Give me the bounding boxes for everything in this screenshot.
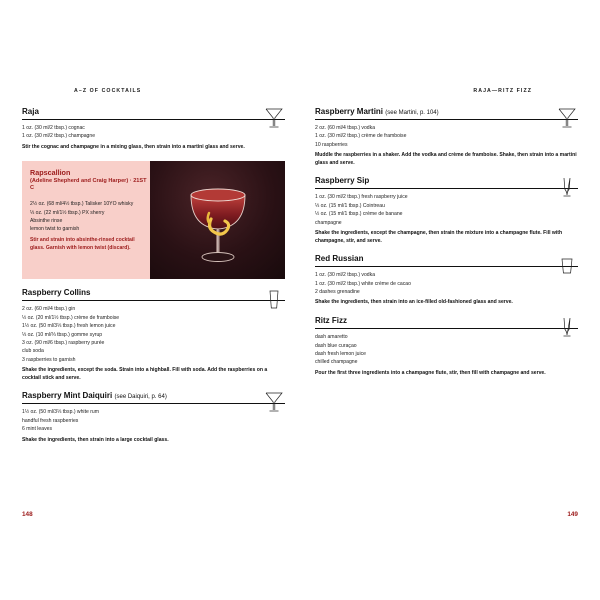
ingredient: 1 oz. (30 ml/2 tbsp.) crème de framboise xyxy=(315,133,407,140)
ingredient-list xyxy=(315,124,578,149)
ingredient: ⅓ oz. (15 ml/1 tbsp.) Cointreau xyxy=(315,202,385,209)
method-text: Pour the first three ingredients into a champagne flute, stir, then fill with champagne and serve. xyxy=(315,369,546,376)
martini-glass-icon xyxy=(556,105,578,131)
feature-method-text: Stir and strain into absinthe-rinsed cocktail glass. Garnish with lemon twist (discard). xyxy=(30,237,135,251)
ingredient-list xyxy=(22,124,285,141)
martini-glass-icon xyxy=(263,105,285,131)
ingredient-list xyxy=(315,271,578,296)
running-head-right: RAJA—RITZ FIZZ xyxy=(473,88,532,94)
ingredient: 2 oz. (60 ml/4 tbsp.) vodka xyxy=(315,125,376,131)
method-text: Shake the ingredients, except the champagne, then strain the mixture into a champagne flute. Fill with champagne, stir, and serve. xyxy=(315,230,563,244)
ingredient: ½ oz. (15 ml/1 tbsp.) crème de banane xyxy=(315,211,403,218)
method-text: Stir the cognac and champagne in a mixing glass, then strain into a martini glass and serve. xyxy=(22,143,245,150)
ingredient: chilled champagne xyxy=(315,359,358,366)
page-number-left: 148 xyxy=(22,511,33,518)
recipe-name: Red Russian xyxy=(315,254,364,264)
recipe-title xyxy=(22,391,285,404)
ingredient: 3 raspberries to garnish xyxy=(22,356,76,363)
ingredient: dash amaretto xyxy=(315,334,348,341)
ingredient: dash fresh lemon juice xyxy=(315,350,366,357)
left-page xyxy=(22,88,285,508)
ingredient: club soda xyxy=(22,348,44,355)
recipe-title xyxy=(315,316,578,329)
method-text: Shake the ingredients, except the soda. Strain into a highball. Fill with soda. Add the raspberries on a cocktail stick and serve. xyxy=(22,367,268,381)
recipe-raja xyxy=(22,107,285,151)
page-number-right: 149 xyxy=(567,511,578,518)
ingredient: 10 raspberries xyxy=(315,141,348,148)
ingredient: 2 oz. (60 ml/4 tbsp.) gin xyxy=(22,306,76,313)
recipe-name: Ritz Fizz xyxy=(315,316,347,326)
ingredient: ⅓ oz. (10 ml/⅔ tbsp.) gomme syrup xyxy=(22,331,103,338)
ingredient: champagne xyxy=(315,219,342,226)
recipe-title xyxy=(315,176,578,189)
recipe-cross-reference[interactable]: (see Martini, p. 104) xyxy=(385,110,439,116)
feature-subtitle: (Adeline Shepherd and Craig Harper) · 21ST C xyxy=(30,177,147,192)
method-text: Shake the ingredients, then strain into a large cocktail glass. xyxy=(22,436,169,443)
feature-name: Rapscallion xyxy=(30,168,71,178)
ingredient: 6 mint leaves xyxy=(22,426,53,433)
ingredient: 1½ oz. (50 ml/3⅓ tbsp.) fresh lemon juice xyxy=(22,323,116,330)
recipe-raspberry-martini xyxy=(315,107,578,167)
recipe-name: Raja xyxy=(22,107,39,116)
cocktail-glass-illustration xyxy=(175,175,261,275)
ingredient: 1 oz. (30 ml/2 tbsp.) fresh raspberry juice xyxy=(315,194,408,201)
ingredient: ½ oz. (20 ml/1½ tbsp.) crème de framboise xyxy=(22,314,120,321)
recipe-name: Raspberry Sip xyxy=(315,176,370,186)
ingredient: 1 oz. (30 ml/2 tbsp.) champagne xyxy=(22,133,96,140)
recipe-title xyxy=(22,288,285,301)
recipe-ritz-fizz xyxy=(315,316,578,377)
feature-title xyxy=(30,168,150,192)
ingredient: 2 dashes grenadine xyxy=(315,289,360,296)
martini-glass-icon xyxy=(263,389,285,415)
ingredient: 1 oz. (30 ml/2 tbsp.) vodka xyxy=(315,272,376,279)
recipe-name: Raspberry Collins xyxy=(22,288,91,298)
recipe-cross-reference[interactable]: (see Daiquiri, p. 64) xyxy=(114,394,167,401)
running-head-left: A–Z OF COCKTAILS xyxy=(74,88,142,94)
recipe-title xyxy=(315,107,578,120)
recipe-raspberry-collins xyxy=(22,288,285,382)
ingredient: 1½ oz. (50 ml/3⅓ tbsp.) white rum xyxy=(22,409,100,416)
ingredient: 1 oz. (30 ml/2 tbsp.) cognac xyxy=(22,125,85,131)
ingredient: ⅓ oz. (22 ml/1½ tbsp.) PX sherry xyxy=(30,209,105,216)
right-page xyxy=(315,88,578,508)
cocktail-photo xyxy=(150,161,285,279)
ingredient-list xyxy=(22,305,285,364)
ingredient: dash blue curaçao xyxy=(315,342,357,349)
method-text: Shake the ingredients, then strain into an ice-filled old-fashioned glass and serve. xyxy=(315,299,513,306)
ingredient: handful fresh raspberries xyxy=(22,417,79,424)
feature-ingredient-list xyxy=(30,200,146,233)
ingredient: lemon twist to garnish xyxy=(30,226,80,233)
ingredient-list xyxy=(315,333,578,367)
old-fashioned-glass-icon xyxy=(556,252,578,278)
ingredient: 3 oz. (90 ml/6 tbsp.) raspberry purée xyxy=(22,339,105,346)
recipe-title xyxy=(315,254,578,267)
recipe-title xyxy=(22,107,285,120)
ingredient-list xyxy=(22,408,285,433)
recipe-name: Raspberry Mint Daiquiri xyxy=(22,391,113,401)
ingredient: Absinthe rinse xyxy=(30,217,63,224)
recipe-red-russian xyxy=(315,254,578,307)
champagne-flute-icon xyxy=(556,314,578,340)
ingredient: 2½ oz. (68 ml/4½ tbsp.) Talisker 10YO whisky xyxy=(30,201,134,208)
recipe-raspberry-mint-daiquiri xyxy=(22,391,285,444)
ingredient-list xyxy=(315,193,578,227)
feature-recipe-rapscallion xyxy=(22,161,285,279)
method-text: Muddle the raspberries in a shaker. Add the vodka and crème de framboise. Shake, then strain into a martini glass and serve. xyxy=(315,152,577,166)
recipe-name: Raspberry Martini xyxy=(315,107,384,116)
recipe-raspberry-sip xyxy=(315,176,578,245)
champagne-flute-icon xyxy=(556,174,578,200)
highball-glass-icon xyxy=(263,286,285,312)
ingredient: 1 oz. (30 ml/2 tbsp.) white crème de cacao xyxy=(315,280,411,287)
